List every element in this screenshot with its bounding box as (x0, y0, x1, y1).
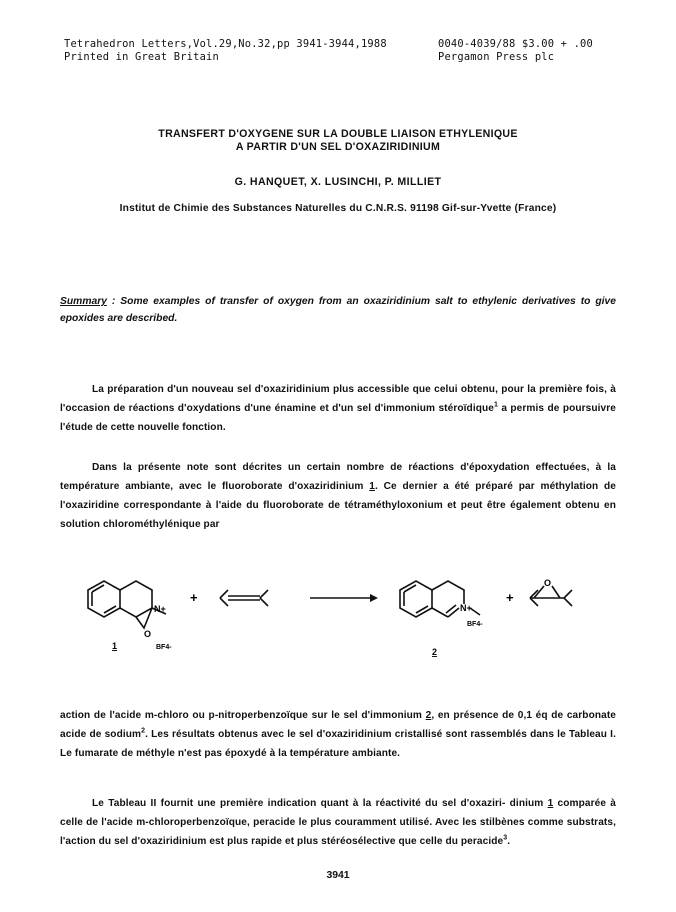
reaction-scheme (60, 560, 616, 670)
paragraph-4-text-end: . (507, 836, 511, 847)
reference-1: 1 (493, 401, 498, 409)
paragraph-1 (60, 380, 616, 437)
paragraph-4-text: Le Tableau II fournit une première indication quant à la réactivité du sel d'oxaziri- dinium (92, 798, 548, 809)
oxygen-label-1: O (144, 629, 152, 639)
reference-2: 2 (141, 727, 146, 735)
paragraph-4 (60, 794, 616, 851)
summary-text: : Some examples of transfer of oxygen from an oxaziridinium salt to ethylenic derivatives to give epoxides are described. (60, 296, 616, 324)
summary-label: Summary (60, 296, 107, 307)
plus-sign-1: + (190, 590, 198, 605)
oxaziridine-ring-1 (136, 608, 152, 628)
n-plus-label-2: N+ (460, 603, 472, 613)
paragraph-2 (60, 458, 616, 534)
paragraph-4-text-mid: comparée à celle de l'acide m-chloroperbenzoïque, peracide le plus couramment utilisé. Avec les stilbènes comme substrats, l'action du sel d'oxaziridinium est plus rapide et plus stéréosélective que celle du peracide (60, 798, 616, 847)
paragraph-3-text-mid: , en présence de 0,1 éq de carbonate acide de sodium (60, 710, 616, 740)
journal-header-left (64, 38, 387, 63)
paragraph-1-text-end: a permis de poursuivre l'étude de cette nouvelle fonction. (60, 403, 616, 433)
compound-label-1: 1 (112, 641, 118, 651)
title-line-2: A PARTIR D'UN SEL D'OXAZIRIDINIUM (235, 140, 441, 153)
article-title (0, 128, 676, 153)
reference-3: 3 (503, 834, 508, 842)
ring-c-n-bond-1 (120, 608, 152, 617)
summary (60, 293, 616, 327)
counterion-label-2: BF4- (467, 621, 483, 628)
printed-in: Printed in Great Britain (64, 50, 219, 63)
counterion-label-1: BF4- (156, 644, 172, 651)
paragraph-3-text: action de l'acide m-chloro ou p-nitroperbenzoïque sur le sel d'immonium (60, 710, 426, 721)
compound-ref-2: 2 (425, 710, 432, 721)
publisher: Pergamon Press plc (438, 50, 555, 63)
plus-sign-2: + (506, 590, 514, 605)
ring-ch2-chain-1 (120, 581, 152, 608)
paragraph-1-text: La préparation d'un nouveau sel d'oxaziridinium plus accessible que celui obtenu, pour la première fois, à l'occasion de réactions d'oxydations d'une énamine et d'un sel d'immonium stéroïdique (60, 384, 616, 414)
epoxide-c-o-bond-b (552, 586, 560, 598)
compound-label-2: 2 (432, 647, 438, 657)
title-line-1: TRANSFERT D'OXYGENE SUR LA DOUBLE LIAISON ETHYLENIQUE (158, 128, 518, 140)
authors: G. HANQUET, X. LUSINCHI, P. MILLIET (234, 176, 442, 188)
compound-ref-1: 1 (369, 481, 375, 492)
reaction-scheme-svg (60, 560, 616, 670)
compound-ref-1b: 1 (547, 798, 554, 809)
price-code: 0040-4039/88 $3.00 + .00 (438, 38, 593, 50)
paragraph-3 (60, 706, 616, 763)
page-number: 3941 (326, 870, 350, 881)
arrow-head (370, 594, 378, 602)
journal-citation: Tetrahedron Letters,Vol.29,No.32,pp 3941-3944,1988 (64, 38, 387, 50)
benzene-ring-1 (88, 581, 120, 617)
epoxide-oxygen-label: O (544, 578, 552, 588)
paragraph-2-text: Dans la présente note sont décrites un certain nombre de réactions d'époxydation effectuées, à la température ambiante, avec le fluoroborate d'oxaziridinium (60, 462, 616, 492)
paragraph-2-text-end: . Ce dernier a été préparé par méthylation de l'oxaziridine correspondante à l'aide du fluoroborate de tétraméthyloxonium et peut être également obtenu en solution chlorométhylénique par (60, 481, 616, 530)
affiliation: Institut de Chimie des Substances Naturelles du C.N.R.S. 91198 Gif-sur-Yvette (France) (119, 203, 557, 214)
n-plus-label-1: N+ (154, 604, 166, 614)
journal-header-right (438, 38, 593, 63)
paragraph-3-text-end: . Les résultats obtenus avec le sel d'oxaziridinium cristallisé sont rassemblés dans le Tableau I. Le fumarate de méthyle n'est pas époxydé à la température ambiante. (60, 729, 616, 759)
